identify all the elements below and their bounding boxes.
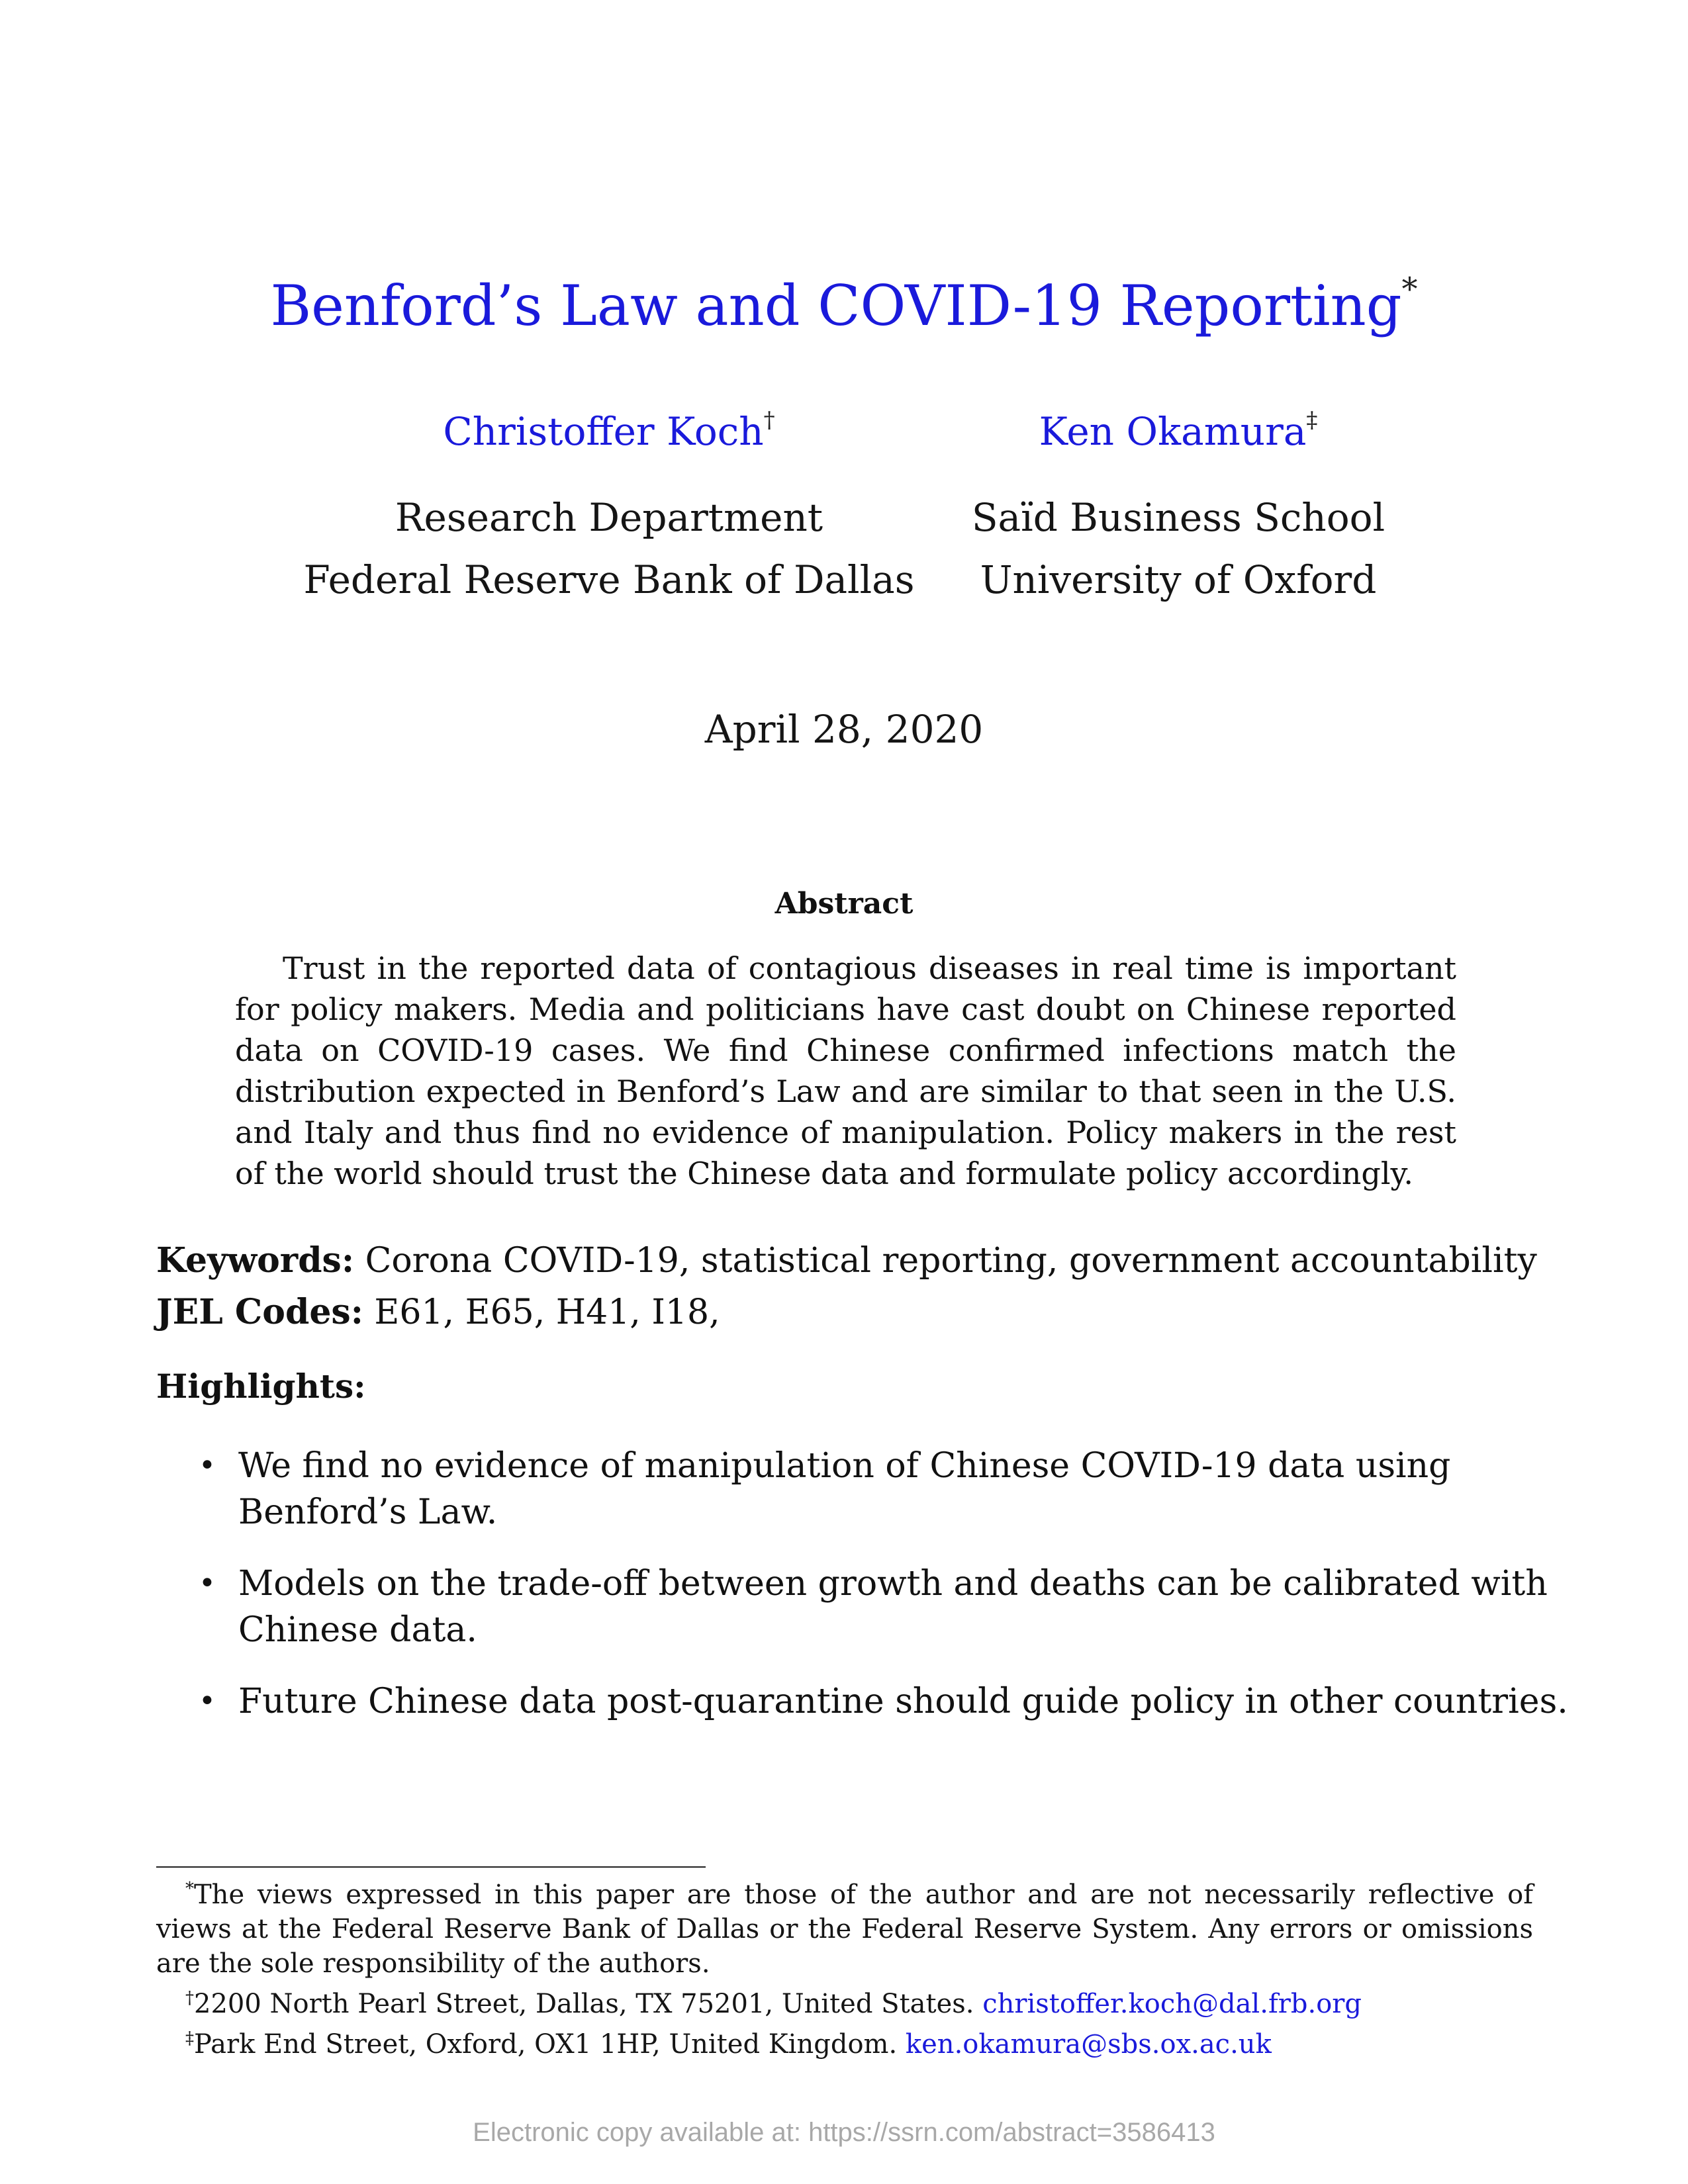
jel-value: E61, E65, H41, I18, [374,1293,720,1332]
keywords-line [156,1235,1546,1287]
highlight-text-2: Models on the trade-off between growth and deaths can be calibrated with Chinese data. [238,1564,1548,1650]
keywords-value: Corona COVID-19, statistical reporting, government accountability [365,1241,1537,1281]
abstract-text: Trust in the reported data of contagious diseases in real time is important for policy makers. Media and politicians have cast doubt on Chinese reported data on COVID-19 cases. We find Chinese confirmed infections match the distribution expected in Benford’s Law and are similar to that seen in the U.S. and Italy and thus find no evidence of manipulation. Policy makers in the rest of the world should trust the Chinese data and formulate policy accordingly. [235,950,1456,1191]
list-item [199,1678,1589,1725]
bullet-icon: • [199,1684,216,1718]
footnote-star-text: The views expressed in this paper are those of the author and are not necessarily reflective of views at the Federal Reserve Bank of Dallas or the Federal Reserve System. Any errors or omissions are the sole responsibility of the authors. [156,1880,1533,1979]
footnote-ddagger [156,2021,1533,2062]
paper-title-text: Benford’s Law and COVID-19 Reporting [270,273,1402,338]
footnote-ddagger-text: Park End Street, Oxford, OX1 1HP, United Kingdom. [194,2029,898,2060]
author-name-1-text[interactable]: Christoffer Koch [443,409,764,454]
author-name-2[interactable] [927,407,1430,454]
ssrn-notice: Electronic copy available at: https://ssrn.com/abstract=3586413 [473,2118,1215,2147]
author-1-footnote-mark: † [763,407,775,433]
footnote-star [156,1872,1533,1981]
paper-title [0,271,1688,338]
list-item [199,1443,1589,1535]
author-1-affiliation [291,486,927,611]
footnote-star-mark: * [185,1879,194,1899]
footnotes [156,1872,1533,2062]
list-item [199,1561,1589,1653]
footnote-ddagger-mark: ‡ [185,2028,194,2048]
bullet-icon: • [199,1567,216,1600]
highlight-text-3: Future Chinese data post-quarantine should guide policy in other countries. [238,1682,1568,1721]
bullet-icon: • [199,1449,216,1482]
author-2-affiliation [927,486,1430,611]
footnote-dagger [156,1981,1533,2021]
author-1-institution: Federal Reserve Bank of Dallas [303,557,915,602]
footnote-dagger-mark: † [185,1988,194,2008]
keywords-label: Keywords: [156,1240,355,1281]
author-name-2-text[interactable]: Ken Okamura [1039,409,1307,454]
email-link-okamura[interactable]: ken.okamura@sbs.ox.ac.uk [905,2029,1272,2060]
author-1-department: Research Department [395,495,823,540]
author-2-department: Saïd Business School [971,495,1385,540]
highlights-list [199,1443,1589,1750]
title-footnote-mark[interactable]: * [1401,271,1418,308]
author-2-footnote-mark: ‡ [1306,407,1318,433]
jel-line [156,1287,1546,1338]
jel-label: JEL Codes: [156,1292,363,1332]
abstract-heading: Abstract [774,887,914,921]
paper-date: April 28, 2020 [704,707,984,752]
author-name-1[interactable] [291,407,927,454]
highlights-heading: Highlights: [156,1367,366,1406]
email-link-koch[interactable]: christoffer.koch@dal.frb.org [982,1989,1362,2019]
highlight-text-1: We find no evidence of manipulation of Chinese COVID-19 data using Benford’s Law. [238,1446,1451,1532]
footnote-dagger-text: 2200 North Pearl Street, Dallas, TX 75201, United States. [194,1989,974,2019]
author-2-institution: University of Oxford [980,557,1377,602]
footnote-rule [156,1866,706,1868]
